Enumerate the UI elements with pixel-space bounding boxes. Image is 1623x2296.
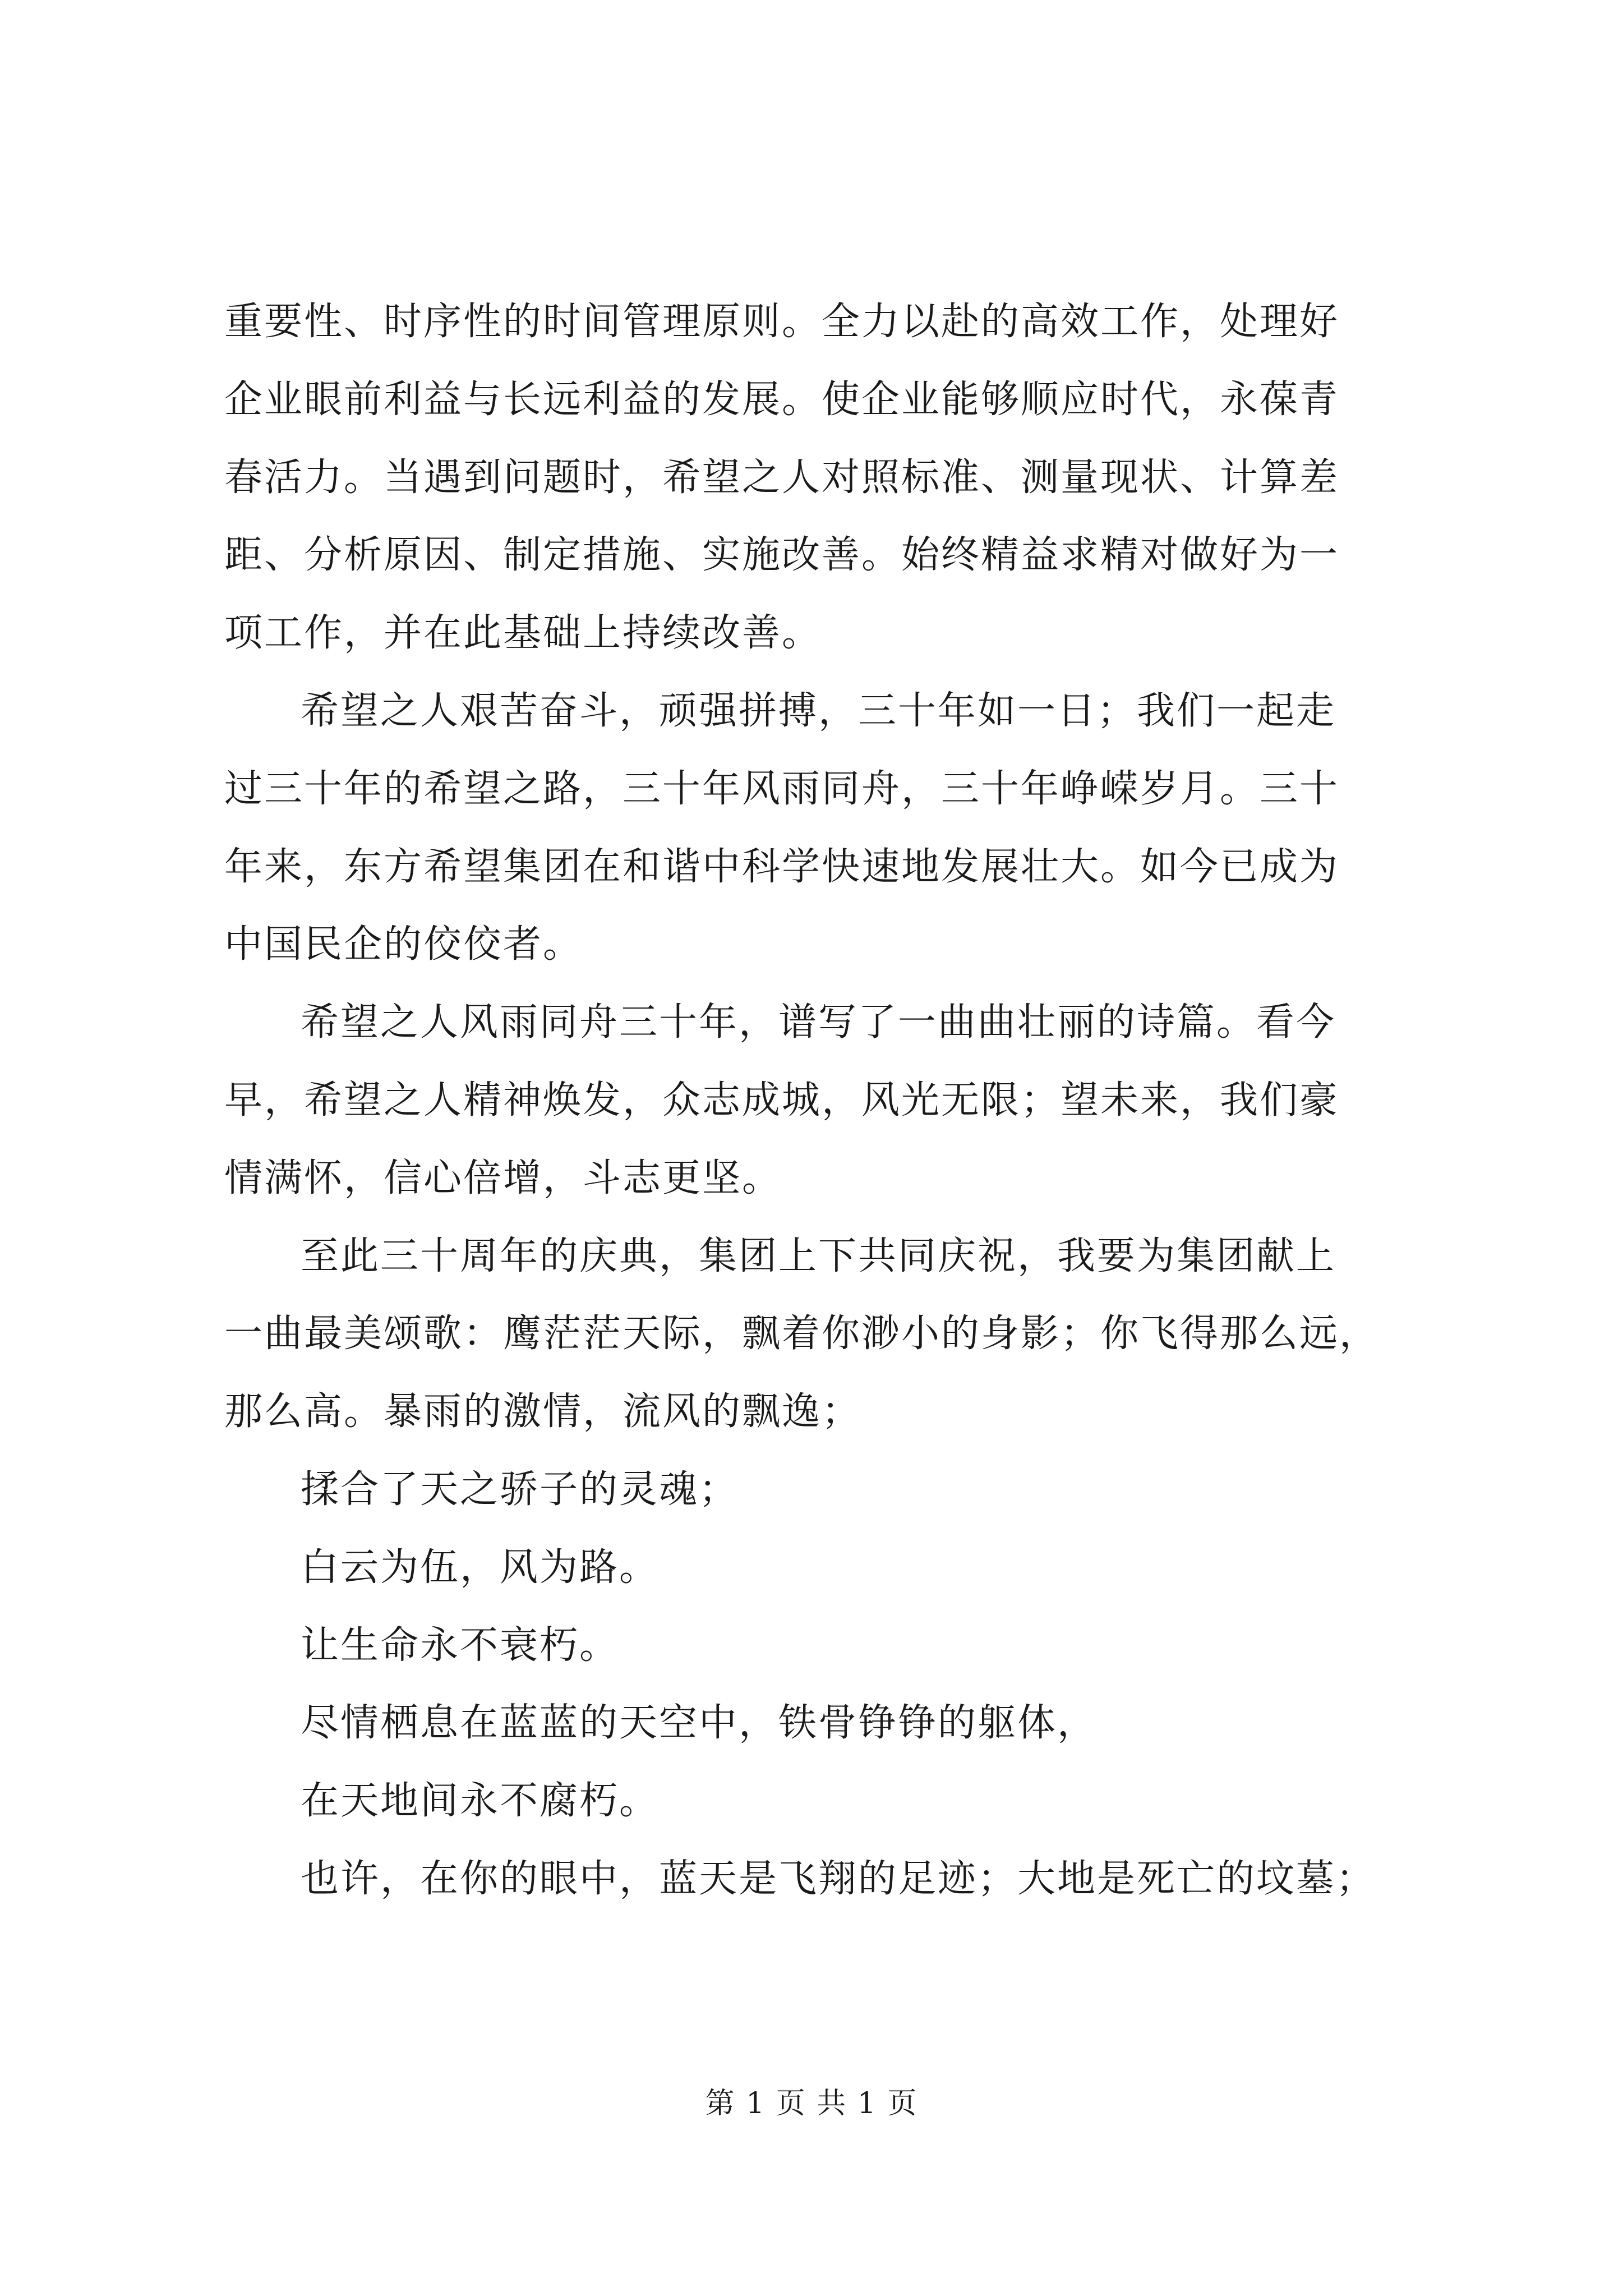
text-line: 春活力。当遇到问题时，希望之人对照标准、测量现状、计算差 bbox=[224, 455, 1340, 500]
document-body bbox=[224, 283, 1424, 1918]
paragraph-first-line: 至此三十周年的庆典，集团上下共同庆祝，我要为集团献上 bbox=[301, 1234, 1336, 1278]
text-line: 早，希望之人精神焕发，众志成城，风光无限；望未来，我们豪 bbox=[224, 1078, 1340, 1122]
poem-line: 白云为伍，风为路。 bbox=[301, 1545, 660, 1590]
text-line: 那么高。暴雨的激情，流风的飘逸； bbox=[224, 1389, 862, 1434]
paragraph-first-line: 希望之人风雨同舟三十年，谱写了一曲曲壮丽的诗篇。看今 bbox=[301, 1000, 1336, 1045]
poem-line: 尽情栖息在蓝蓝的天空中，铁骨铮铮的躯体， bbox=[301, 1701, 1098, 1746]
page-number-footer: 第 1 页 共 1 页 bbox=[705, 2087, 918, 2120]
text-line: 过三十年的希望之路，三十年风雨同舟，三十年峥嵘岁月。三十 bbox=[224, 766, 1340, 811]
poem-line: 让生命永不衰朽。 bbox=[301, 1623, 620, 1668]
text-line: 项工作，并在此基础上持续改善。 bbox=[224, 611, 822, 656]
text-line: 中国民企的佼佼者。 bbox=[224, 922, 583, 967]
poem-line: 揉合了天之骄子的灵魂； bbox=[301, 1467, 739, 1512]
poem-line: 也许，在你的眼中，蓝天是飞翔的足迹；大地是死亡的坟墓； bbox=[301, 1856, 1376, 1901]
paragraph-first-line: 希望之人艰苦奋斗，顽强拼搏，三十年如一日；我们一起走 bbox=[301, 688, 1336, 733]
text-line: 重要性、时序性的时间管理原则。全力以赴的高效工作，处理好 bbox=[224, 300, 1340, 344]
text-line: 年来，东方希望集团在和谐中科学快速地发展壮大。如今已成为 bbox=[224, 844, 1340, 889]
text-line: 距、分析原因、制定措施、实施改善。始终精益求精对做好为一 bbox=[224, 533, 1340, 578]
text-line: 企业眼前利益与长远利益的发展。使企业能够顺应时代，永葆青 bbox=[224, 377, 1340, 422]
poem-line: 在天地间永不腐朽。 bbox=[301, 1779, 660, 1824]
text-line: 情满怀，信心倍增，斗志更坚。 bbox=[224, 1156, 782, 1200]
text-line: 一曲最美颂歌：鹰茫茫天际，飘着你渺小的身影；你飞得那么远， bbox=[224, 1312, 1380, 1356]
